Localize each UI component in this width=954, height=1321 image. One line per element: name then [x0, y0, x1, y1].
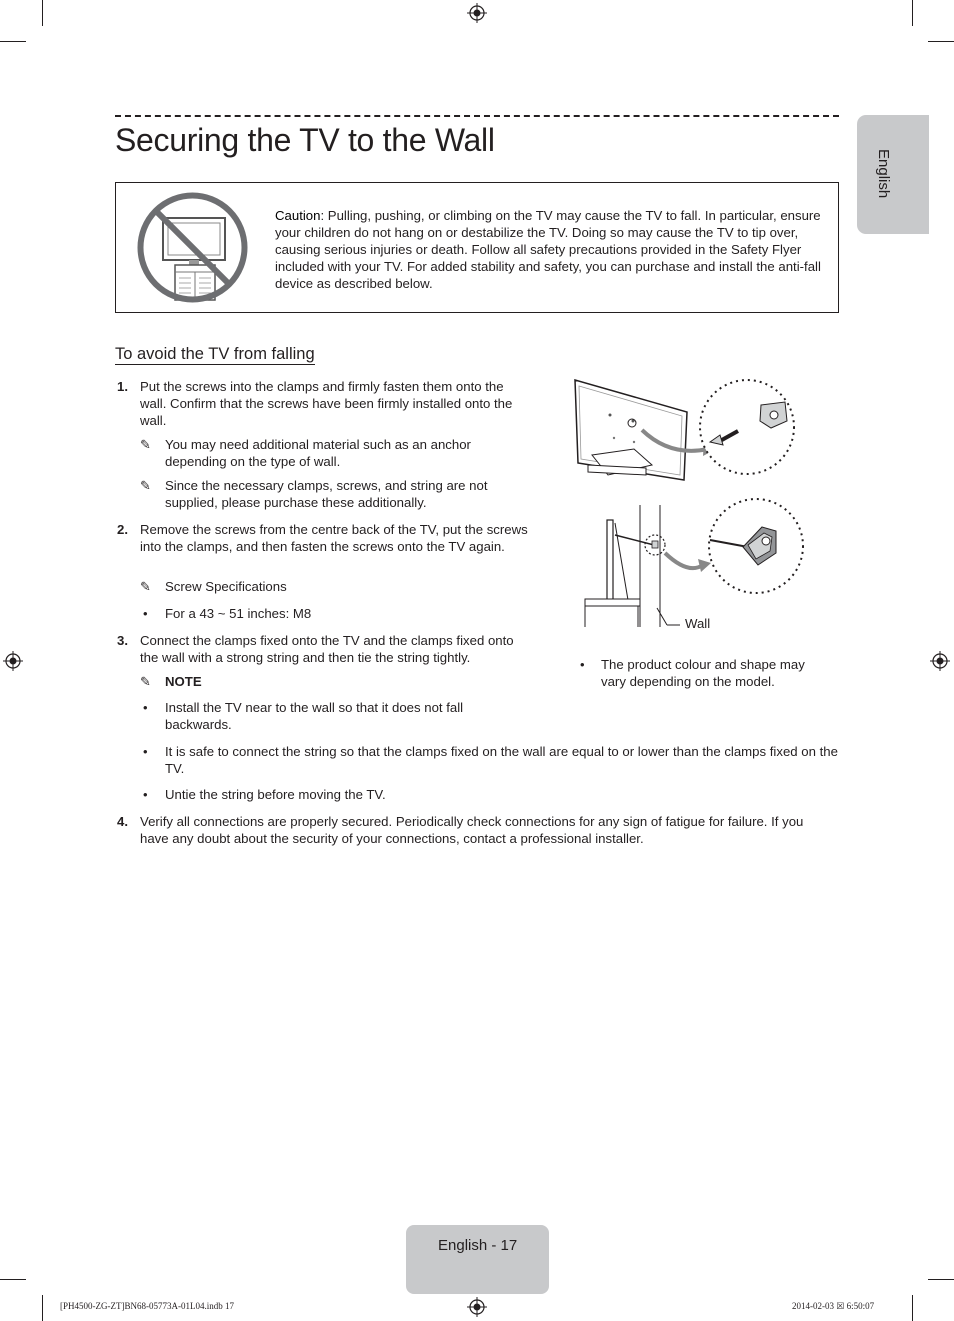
registration-mark-icon: [3, 651, 23, 671]
print-slug-left: [PH4500-ZG-ZT]BN68-05773A-01L04.indb 17: [60, 1301, 234, 1311]
bullet-icon: •: [580, 657, 585, 672]
page-title: Securing the TV to the Wall: [115, 122, 495, 158]
caution-body: : Pulling, pushing, or climbing on the TV may cause the TV to fall. In particular, ensure your children do not hang on or destabilize the TV. Doing so may cause the TV to tip over, causing serious injuries or death. Follow all safety precautions provided in the Safety Flyer included with your TV. For added stability and safety, you can purchase and install the anti-fall device as described below.: [275, 208, 821, 291]
wall-label: Wall: [685, 616, 711, 631]
caution-box: [115, 182, 839, 313]
no-climbing-tv-icon: [135, 190, 250, 305]
crop-mark: [42, 1295, 43, 1321]
caution-text: [275, 207, 827, 292]
step-2-text: Remove the screws from the centre back of the TV, put the screws into the clamps, and then fasten the screws onto the TV again.: [140, 522, 528, 554]
bullet-icon: •: [143, 606, 148, 621]
tv-side-view-drawing: [585, 505, 680, 627]
step-3-bullet: It is safe to connect the string so that the clamps fixed on the wall are equal to or lower than the clamps fixed on the TV.: [165, 744, 838, 776]
step-number: 2.: [117, 522, 128, 537]
registration-mark-icon: [930, 651, 950, 671]
crop-mark: [912, 0, 913, 26]
section-heading: To avoid the TV from falling: [115, 345, 315, 363]
crop-mark: [912, 1295, 913, 1321]
step-number: 1.: [117, 379, 128, 394]
tv-back-view-drawing: [575, 380, 687, 480]
note-pencil-icon: ✎: [140, 674, 151, 689]
step-number: 3.: [117, 633, 128, 648]
step-1-note: You may need additional material such as an anchor depending on the type of wall.: [165, 437, 471, 469]
print-slug-right: 2014-02-03 ☒ 6:50:07: [792, 1301, 875, 1311]
bullet-icon: •: [143, 787, 148, 802]
step-number: 4.: [117, 814, 128, 829]
note-pencil-icon: ✎: [140, 579, 151, 594]
step-4-text: Verify all connections are properly secured. Periodically check connections for any sign of fatigue for failure. If you have any doubt about the security of your connections, contact a professional installer.: [140, 814, 804, 846]
caution-label: Caution: [275, 208, 321, 223]
language-tab-label: English: [875, 149, 892, 199]
step-3-bullet: Untie the string before moving the TV.: [165, 787, 386, 802]
registration-mark-icon: [467, 1297, 487, 1317]
wall-mount-illustration: [570, 375, 810, 635]
step-3-bullet: Install the TV near to the wall so that it does not fall backwards.: [165, 700, 464, 732]
footer-page-number: English - 17: [438, 1237, 518, 1254]
footer-page-tab: [406, 1225, 549, 1294]
crop-mark: [0, 1279, 26, 1280]
step-2-note: Screw Specifications: [165, 579, 287, 594]
bullet-icon: •: [143, 744, 148, 759]
crop-mark: [0, 41, 26, 42]
note-pencil-icon: ✎: [140, 437, 151, 452]
step-3-note-label: NOTE: [165, 674, 202, 689]
note-pencil-icon: ✎: [140, 478, 151, 493]
figure-note: The product colour and shape may vary depending on the model.: [601, 657, 805, 689]
step-3-text: Connect the clamps fixed onto the TV and the clamps fixed onto the wall with a strong string and then tie the string tightly.: [140, 633, 514, 665]
bullet-icon: •: [143, 700, 148, 715]
step-2-bullet: For a 43 ~ 51 inches: M8: [165, 606, 312, 621]
crop-mark: [928, 41, 954, 42]
crop-mark: [928, 1279, 954, 1280]
step-1-text: Put the screws into the clamps and firmly fasten them onto the wall. Confirm that the screws have been firmly installed onto the wall.: [140, 379, 513, 428]
crop-mark: [42, 0, 43, 26]
title-dashed-rule: [115, 115, 839, 117]
language-tab: [857, 115, 929, 234]
step-1-note: Since the necessary clamps, screws, and string are not supplied, please purchase these additionally.: [165, 478, 488, 510]
registration-mark-icon: [467, 3, 487, 23]
